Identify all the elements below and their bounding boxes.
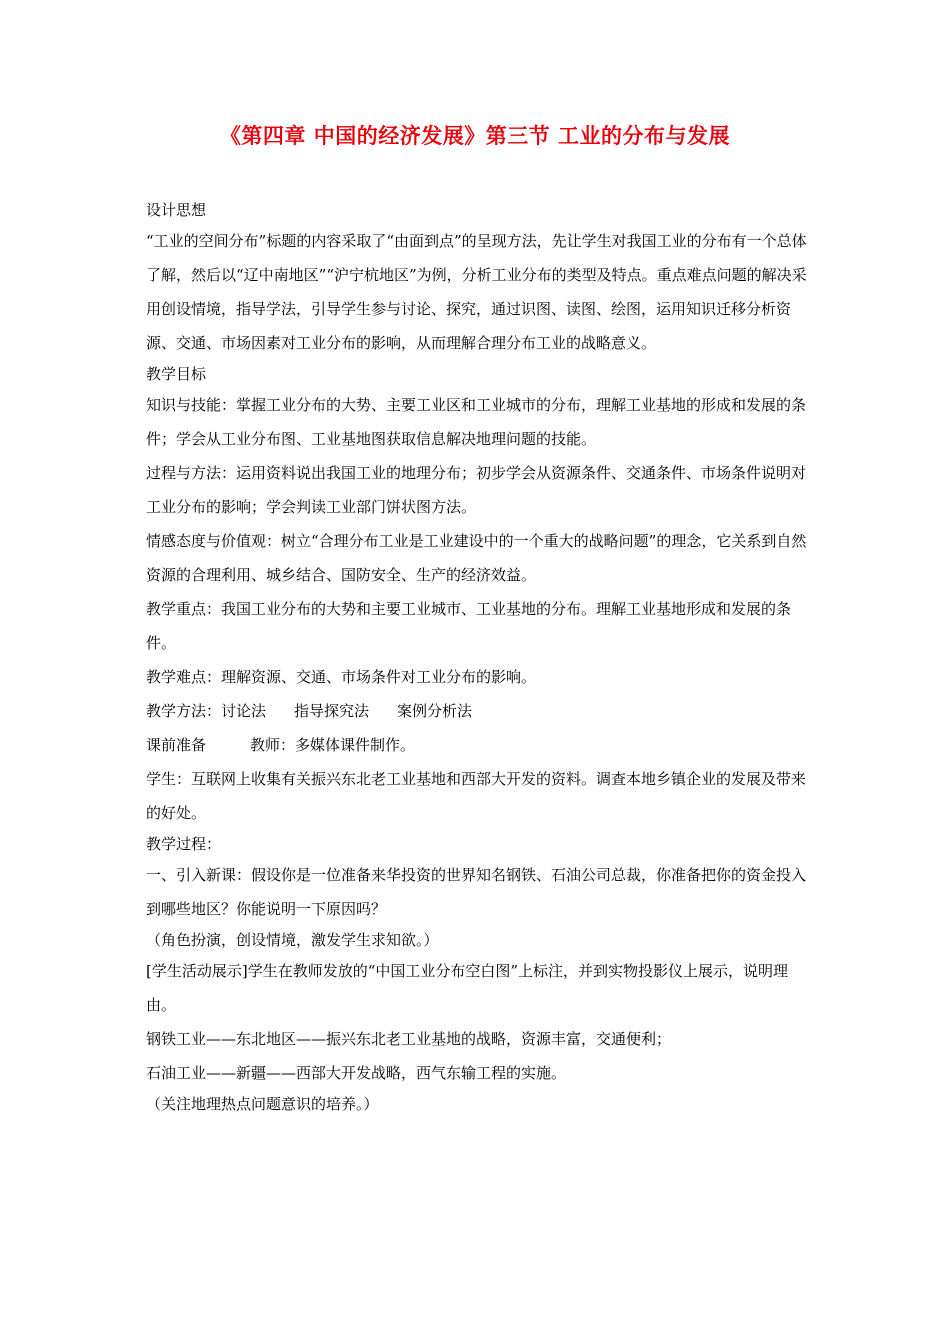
method-item: 案例分析法 bbox=[397, 702, 473, 720]
paragraph-oil-industry: 石油工业——新疆——西部大开发战略，西气东输工程的实施。 bbox=[146, 1064, 567, 1082]
method-item: 指导探究法 bbox=[294, 702, 370, 720]
paragraph-intro: 一、引入新课：假设你是一位准备来华投资的世界知名钢铁、石油公司总裁，你准备把你的资金投入到哪些地区？你能说明一下原因吗？ bbox=[146, 866, 807, 918]
paragraph-difficulties: 教学难点：理解资源、交通、市场条件对工业分布的影响。 bbox=[146, 668, 537, 686]
paragraph-methods bbox=[146, 694, 810, 728]
prep-teacher: 教师：多媒体课件制作。 bbox=[250, 736, 416, 754]
paragraph-process-methods: 过程与方法：运用资料说出我国工业的地理分布；初步学会从资源条件、交通条件、市场条件说明对工业分布的影响；学会判读工业部门饼状图方法。 bbox=[146, 464, 807, 516]
section-heading-goals: 教学目标 bbox=[146, 365, 207, 383]
section-heading-process: 教学过程： bbox=[146, 835, 222, 853]
paragraph-prep bbox=[146, 728, 810, 762]
methods-label: 教学方法： bbox=[146, 702, 222, 720]
paragraph-knowledge-skills: 知识与技能：掌握工业分布的大势、主要工业区和工业城市的分布，理解工业基地的形成和发展的条件；学会从工业分布图、工业基地图获取信息解决地理问题的技能。 bbox=[146, 396, 807, 448]
paragraph-hotspot-note: （关注地理热点问题意识的培养。） bbox=[146, 1095, 379, 1113]
page-title: 《第四章 中国的经济发展》第三节 工业的分布与发展 bbox=[219, 124, 731, 148]
paragraph-student-activity: [学生活动展示]学生在教师发放的“中国工业分布空白图”上标注，并到实物投影仪上展示，说明理由。 bbox=[146, 962, 789, 1014]
paragraph-key-points: 教学重点：我国工业分布的大势和主要工业城市、工业基地的分布。理解工业基地形成和发展的条件。 bbox=[146, 600, 792, 652]
paragraph-student-prep: 学生：互联网上收集有关振兴东北老工业基地和西部大开发的资料。调查本地乡镇企业的发展及带来的好处。 bbox=[146, 770, 807, 822]
document-body bbox=[146, 196, 810, 1118]
section-heading-design: 设计思想 bbox=[146, 201, 207, 219]
paragraph-attitude-values: 情感态度与价值观：树立“合理分布工业是工业建设中的一个重大的战略问题”的理念，它关系到自然资源的合理利用、城乡结合、国防安全、生产的经济效益。 bbox=[146, 532, 807, 584]
paragraph-steel-industry: 钢铁工业——东北地区——振兴东北老工业基地的战略，资源丰富，交通便利； bbox=[146, 1030, 672, 1048]
prep-label: 课前准备 bbox=[146, 736, 207, 754]
paragraph-role-play-note: （角色扮演，创设情境，激发学生求知欲。） bbox=[146, 931, 439, 949]
method-item: 讨论法 bbox=[221, 702, 267, 720]
paragraph-design-idea: “工业的空间分布”标题的内容采取了“由面到点”的呈现方法，先让学生对我国工业的分布有一个总体了解，然后以“辽中南地区”“沪宁杭地区”为例，分析工业分布的类型及特点。重点难点问题的解决采用创设情境，指导学法，引导学生参与讨论、探究，通过识图、读图、绘图，运用知识迁移分析资源、交通、市场因素对工业分布的影响，从而理解合理分布工业的战略意义。 bbox=[146, 232, 807, 352]
